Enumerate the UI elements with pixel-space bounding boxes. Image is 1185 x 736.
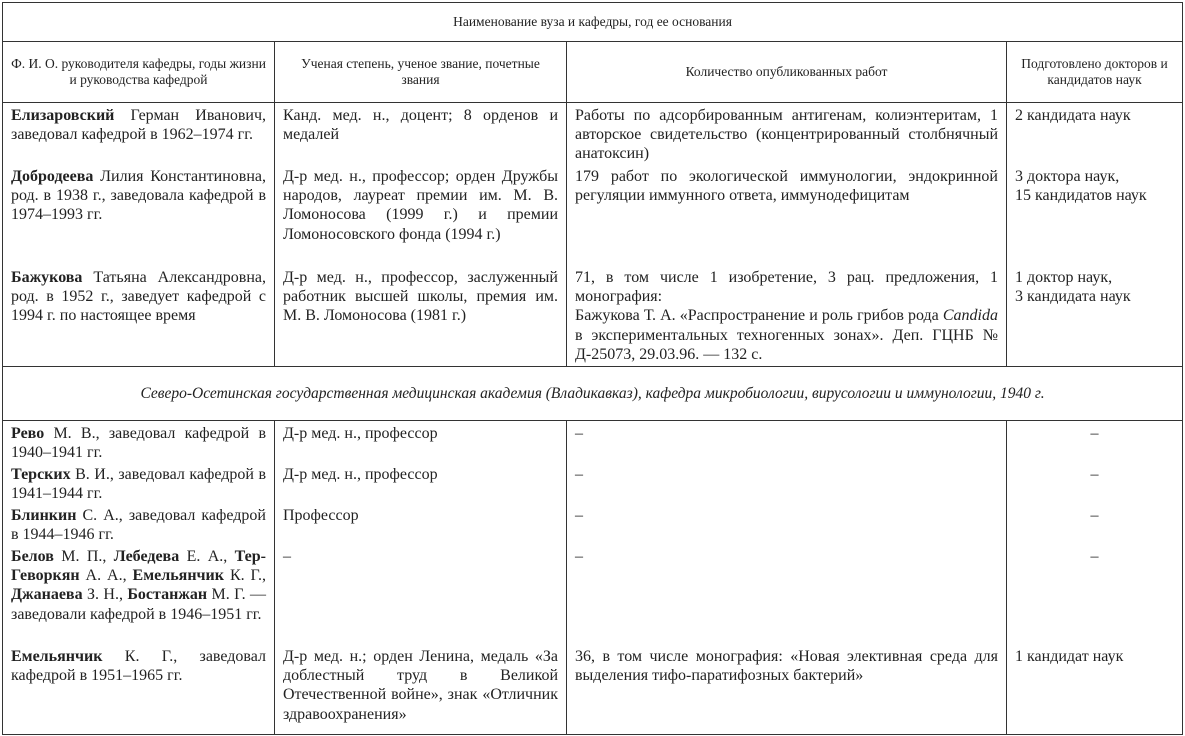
table-title: Наименование вуза и кафедры, год ее основания [3,3,1183,42]
table-row-degree: Д-р мед. н., профессор, заслуженный работник высшей школы, премия им. М. В. Ломоносова (1981 г.) [283,269,558,325]
table-row-name: Добродеева Лилия Константиновна, род. в 1938 г., заведовала кафедрой в 1974–1993 гг. [11,168,266,224]
table-row-degree: Профессор [283,507,359,525]
table-row-trained: – [1090,507,1099,525]
table-row-works: 36, в том числе монография: «Новая элективная среда для выделения тифо-паратифозных бактерий» [575,648,998,685]
table-row-name: Белов М. П., Лебедева Е. А., Тер-Геворкян А. А., Емельянчик К. Г., Джанаева З. Н., Бостанжан М. Г. — заведовали кафедрой в 1946–1951 гг. [11,548,267,623]
table-row-name: Рево М. В., заведовал кафедрой в 1940–1941 гг. [11,425,266,462]
surname: Рево [11,425,45,443]
table-row-name: Елизаровский Герман Иванович, заведовал кафедрой в 1962–1974 гг. [11,107,266,144]
column-header-name: Ф. И. О. руководителя кафедры, годы жизни и руководства кафедрой [3,42,275,103]
table-row-works: Работы по адсорбированным антигенам, колиэнтеритам, 1 авторское свидетельство (концентрированный столбнячный анатоксин) [575,107,998,163]
surname: Терских [11,466,71,484]
section2-degrees-cell [275,421,567,735]
table-row-degree: Канд. мед. н., доцент; 8 орденов и медалей [283,107,558,144]
table-row-works: – [575,466,583,484]
table-row-degree: Д-р мед. н., профессор [283,425,438,443]
surname: Бажукова [11,269,83,286]
table-row-name: Емельянчик К. Г., заведовал кафедрой в 1951–1965 гг. [11,648,266,685]
section2-title: Северо-Осетинская государственная медицинская академия (Владикавказ), кафедра микробиологии, вирусологии и иммунологии, 1940 г. [3,367,1183,421]
section1-body [3,103,1183,367]
table-row-name: Бажукова Татьяна Александровна, род. в 1952 г., заведует кафедрой с 1994 г. по настоящее время [11,269,266,325]
department-heads-table [2,2,1183,735]
table-row-degree: Д-р мед. н., профессор [283,466,438,484]
table-row-trained: 3 доктора наук, 15 кандидатов наук [1015,168,1147,205]
surname: Добродеева [11,168,94,185]
table-row-name: Блинкин С. А., заведовал кафедрой в 1944–1946 гг. [11,507,266,544]
table-row-degree: Д-р мед. н., профессор; орден Дружбы народов, лауреат премии им. М. В. Ломоносова (1999 г.) и премии Ломоносовского фонда (1994 г.) [283,168,558,243]
column-header-trained: Подготовлено докторов и кандидатов наук [1007,42,1183,103]
surname: Емельянчик [11,648,103,666]
section1-degrees-cell [275,103,567,367]
section2-title-row [3,367,1183,421]
table-row-works: – [575,425,583,443]
table-row-trained: – [1090,425,1099,443]
section1-names-cell [3,103,275,367]
table-row-trained: 2 кандидата наук [1015,107,1131,124]
table-row-degree: Д-р мед. н.; орден Ленина, медаль «За доблестный труд в Великой Отечественной войне», знак «Отличник здравоохранения» [283,648,558,723]
column-header-degree: Ученая степень, ученое звание, почетные звания [275,42,567,103]
section2-names-cell [3,421,275,735]
section2-body [3,421,1183,735]
table-row-degree: – [283,548,291,566]
table-title-row [3,3,1183,42]
column-header-works: Количество опубликованных работ [567,42,1007,103]
column-header-row [3,42,1183,103]
table-row-works: – [575,548,583,566]
table-row-trained: 1 доктор наук, 3 кандидата наук [1015,269,1131,306]
surname: Блинкин [11,507,77,525]
table-row-works: 71, в том числе 1 изобретение, 3 рац. предложения, 1 монография: Бажукова Т. А. «Распространение и роль грибов рода Candida в экспериментальных техногенных зонах». Деп. ГЦНБ № Д-25073, 29.03.96. — 132 с. [575,269,998,363]
table-row-name: Терских В. И., заведовал кафедрой в 1941–1944 гг. [11,466,266,503]
table-row-works: – [575,507,583,525]
section2-works-cell [567,421,1007,735]
table-row-trained: – [1090,466,1099,484]
table-row-trained: – [1090,548,1099,566]
table-row-trained: 1 кандидат наук [1015,648,1124,666]
section1-works-cell [567,103,1007,367]
surname: Елизаровский [11,107,115,124]
section2-trained-cell [1007,421,1183,735]
table-row-works: 179 работ по экологической иммунологии, эндокринной регуляции иммунного ответа, иммунодефицитам [575,168,998,205]
section1-trained-cell [1007,103,1183,367]
